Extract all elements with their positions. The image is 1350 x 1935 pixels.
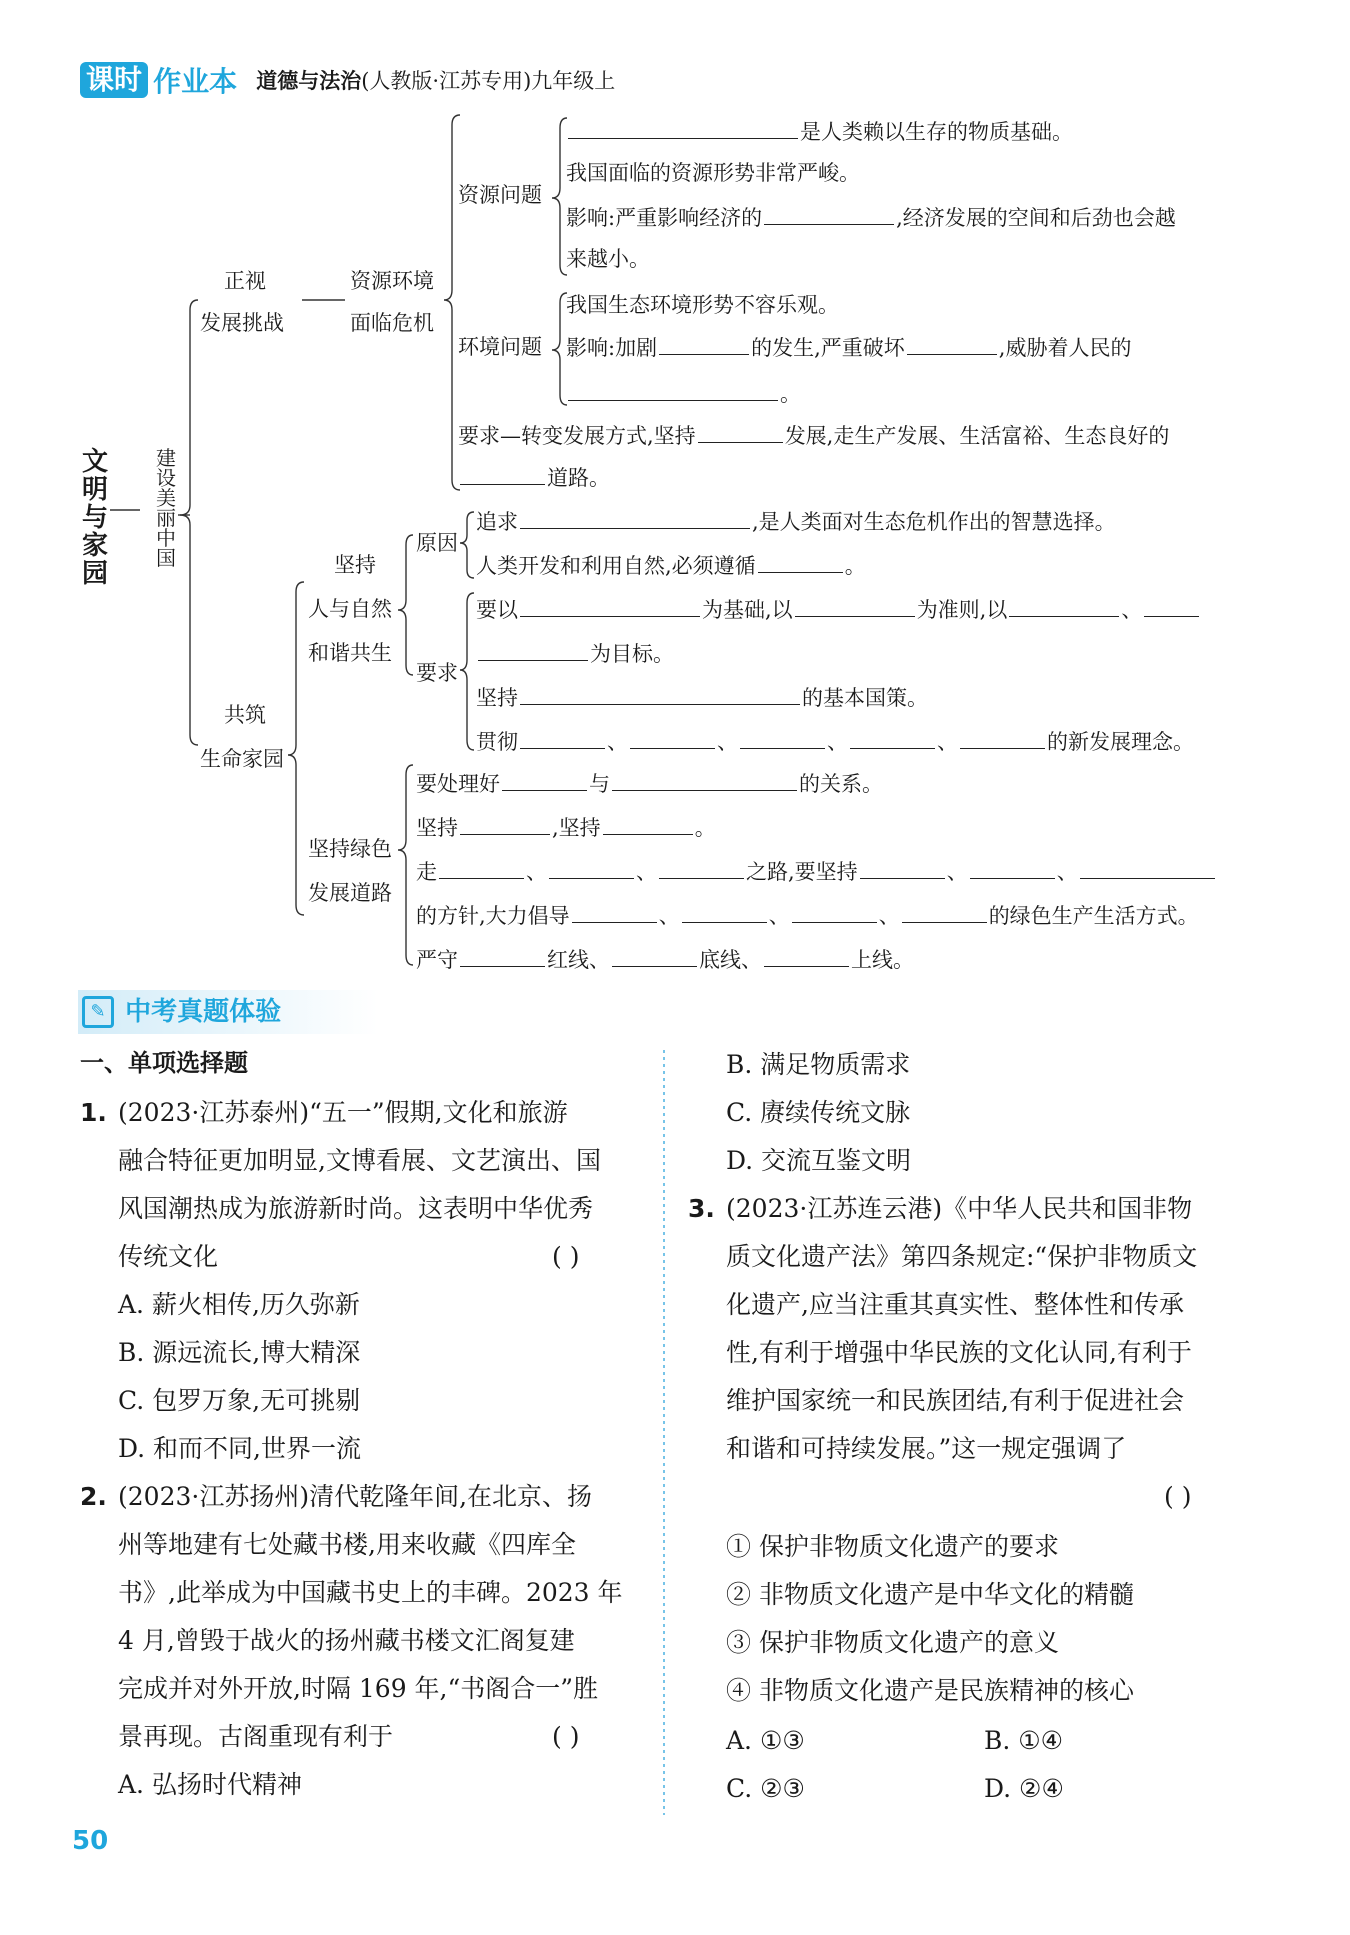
requirement-line-2: 道路。 bbox=[458, 464, 610, 491]
q1-option-c[interactable]: C. 包罗万象,无可挑剔 bbox=[118, 1386, 361, 1415]
branch-2a-line2: 人与自然 bbox=[308, 597, 392, 621]
resource-label: 资源问题 bbox=[458, 183, 542, 207]
branch-2b-line2: 发展道路 bbox=[308, 881, 392, 905]
part-title: 一、单项选择题 bbox=[80, 1049, 248, 1077]
branch-2-line2: 生命家园 bbox=[200, 747, 284, 771]
q3-line-3: 化遗产,应当注重其真实性、整体性和传承 bbox=[726, 1290, 1184, 1319]
section-header bbox=[78, 990, 378, 1034]
mindmap-sub: 建设美丽中国 bbox=[156, 446, 176, 570]
demand-line-4: 贯彻 、 、 、 、 的新发展理念。 bbox=[476, 730, 1194, 754]
reason-line-1: 追求 ,是人类面对生态危机作出的智慧选择。 bbox=[476, 510, 1116, 534]
section-icon: ✎ bbox=[82, 996, 114, 1028]
reason-label: 原因 bbox=[416, 531, 458, 555]
q2-option-c[interactable]: C. 赓续传统文脉 bbox=[726, 1098, 911, 1127]
q3-option-a[interactable]: A. ①③ bbox=[726, 1726, 805, 1755]
environment-line-1: 我国生态环境形势不容乐观。 bbox=[566, 293, 839, 317]
q1-number: 1. bbox=[80, 1098, 107, 1127]
q2-line-3: 书》,此举成为中国藏书史上的丰碑。2023 年 bbox=[118, 1578, 623, 1607]
branch-1a-line1: 资源环境 bbox=[350, 269, 434, 293]
q1-option-b[interactable]: B. 源远流长,博大精深 bbox=[118, 1338, 361, 1367]
environment-label: 环境问题 bbox=[458, 335, 542, 359]
green-line-3: 走 、 、 之路,要坚持 、 、 bbox=[416, 858, 1217, 885]
q3-number: 3. bbox=[688, 1194, 715, 1223]
q2-answer-paren[interactable]: ( ) bbox=[552, 1722, 580, 1751]
reason-line-2: 人类开发和利用自然,必须遵循 。 bbox=[476, 554, 866, 578]
q3-line-5: 维护国家统一和民族团结,有利于促进社会 bbox=[726, 1386, 1184, 1415]
q3-line-6: 和谐和可持续发展。”这一规定强调了 bbox=[726, 1434, 1127, 1463]
branch-2a-line3: 和谐共生 bbox=[308, 641, 392, 665]
q3-item-4: ④ 非物质文化遗产是民族精神的核心 bbox=[726, 1676, 1134, 1705]
branch-1-line2: 发展挑战 bbox=[200, 311, 284, 335]
subject: 道德与法治 bbox=[256, 69, 362, 93]
q2-line-1: (2023·江苏扬州)清代乾隆年间,在北京、扬 bbox=[118, 1482, 593, 1511]
q2-line-5: 完成并对外开放,时隔 169 年,“书阁合一”胜 bbox=[118, 1674, 599, 1703]
q2-number: 2. bbox=[80, 1482, 107, 1511]
q3-item-3: ③ 保护非物质文化遗产的意义 bbox=[726, 1628, 1059, 1657]
q2-line-4: 4 月,曾毁于战火的扬州藏书楼文汇阁复建 bbox=[118, 1626, 575, 1655]
demand-line-1: 要以 为基础,以 为准则,以 、 bbox=[476, 596, 1201, 623]
page-number: 50 bbox=[72, 1826, 109, 1856]
q1-option-d[interactable]: D. 和而不同,世界一流 bbox=[118, 1434, 361, 1463]
demand-line-2: 为目标。 bbox=[476, 640, 674, 667]
green-line-2: 坚持 ,坚持 。 bbox=[416, 816, 716, 840]
branch-2-line1: 共筑 bbox=[224, 703, 266, 727]
edition: (人教版·江苏专用) bbox=[361, 69, 532, 93]
green-line-4: 的方针,大力倡导 、 、 、 的绿色生产生活方式。 bbox=[416, 904, 1199, 928]
q1-line-2: 融合特征更加明显,文博看展、文艺演出、国 bbox=[118, 1146, 601, 1175]
q3-line-2: 质文化遗产法》第四条规定:“保护非物质文 bbox=[726, 1242, 1198, 1271]
demand-label: 要求 bbox=[416, 661, 458, 685]
q1-answer-paren[interactable]: ( ) bbox=[552, 1242, 580, 1271]
q2-option-b[interactable]: B. 满足物质需求 bbox=[726, 1050, 911, 1079]
resource-line-2: 我国面临的资源形势非常严峻。 bbox=[566, 161, 860, 185]
branch-2a-line1: 坚持 bbox=[334, 553, 376, 577]
brand-logo: 课时 bbox=[80, 62, 148, 98]
green-line-1: 要处理好 与 的关系。 bbox=[416, 772, 883, 796]
q2-line-6: 景再现。古阁重现有利于 bbox=[118, 1722, 394, 1751]
brand-suffix: 作业本 bbox=[153, 65, 238, 98]
q1-line-1: (2023·江苏泰州)“五一”假期,文化和旅游 bbox=[118, 1098, 568, 1127]
q2-option-d[interactable]: D. 交流互鉴文明 bbox=[726, 1146, 912, 1175]
green-line-5: 严守 红线、 底线、 上线。 bbox=[416, 948, 914, 972]
grade: 九年级上 bbox=[531, 69, 616, 93]
q3-option-b[interactable]: B. ①④ bbox=[984, 1726, 1064, 1755]
resource-line-1: 是人类赖以生存的物质基础。 bbox=[566, 118, 1073, 145]
q3-line-4: 性,有利于增强中华民族的文化认同,有利于 bbox=[726, 1338, 1192, 1367]
q3-option-c[interactable]: C. ②③ bbox=[726, 1774, 805, 1803]
resource-line-3: 影响:严重影响经济的 ,经济发展的空间和后劲也会越 bbox=[566, 206, 1176, 230]
branch-2b-line1: 坚持绿色 bbox=[308, 837, 392, 861]
q3-line-1: (2023·江苏连云港)《中华人民共和国非物 bbox=[726, 1194, 1193, 1223]
q3-item-1: ① 保护非物质文化遗产的要求 bbox=[726, 1532, 1059, 1561]
q3-option-d[interactable]: D. ②④ bbox=[984, 1774, 1064, 1803]
demand-line-3: 坚持 的基本国策。 bbox=[476, 686, 928, 710]
q1-line-4: 传统文化 bbox=[118, 1242, 219, 1271]
branch-1a-line2: 面临危机 bbox=[350, 311, 434, 335]
environment-line-2: 影响:加剧 的发生,严重破坏 ,威胁着人民的 bbox=[566, 336, 1132, 360]
environment-line-3: 。 bbox=[566, 380, 801, 407]
branch-1-line1: 正视 bbox=[224, 269, 266, 293]
requirement-line-1: 要求—转变发展方式,坚持 发展,走生产发展、生活富裕、生态良好的 bbox=[458, 424, 1170, 448]
mindmap-root: 文明与家园 bbox=[81, 447, 108, 589]
q2-line-2: 州等地建有七处藏书楼,用来收藏《四库全 bbox=[118, 1530, 576, 1559]
q2-option-a[interactable]: A. 弘扬时代精神 bbox=[118, 1770, 302, 1799]
q1-option-a[interactable]: A. 薪火相传,历久弥新 bbox=[118, 1290, 360, 1319]
q3-answer-paren[interactable]: ( ) bbox=[1164, 1482, 1192, 1511]
resource-line-4: 来越小。 bbox=[566, 247, 650, 271]
q3-item-2: ② 非物质文化遗产是中华文化的精髓 bbox=[726, 1580, 1134, 1609]
q1-line-3: 风国潮热成为旅游新时尚。这表明中华优秀 bbox=[118, 1194, 594, 1223]
section-title: 中考真题体验 bbox=[125, 997, 282, 1027]
